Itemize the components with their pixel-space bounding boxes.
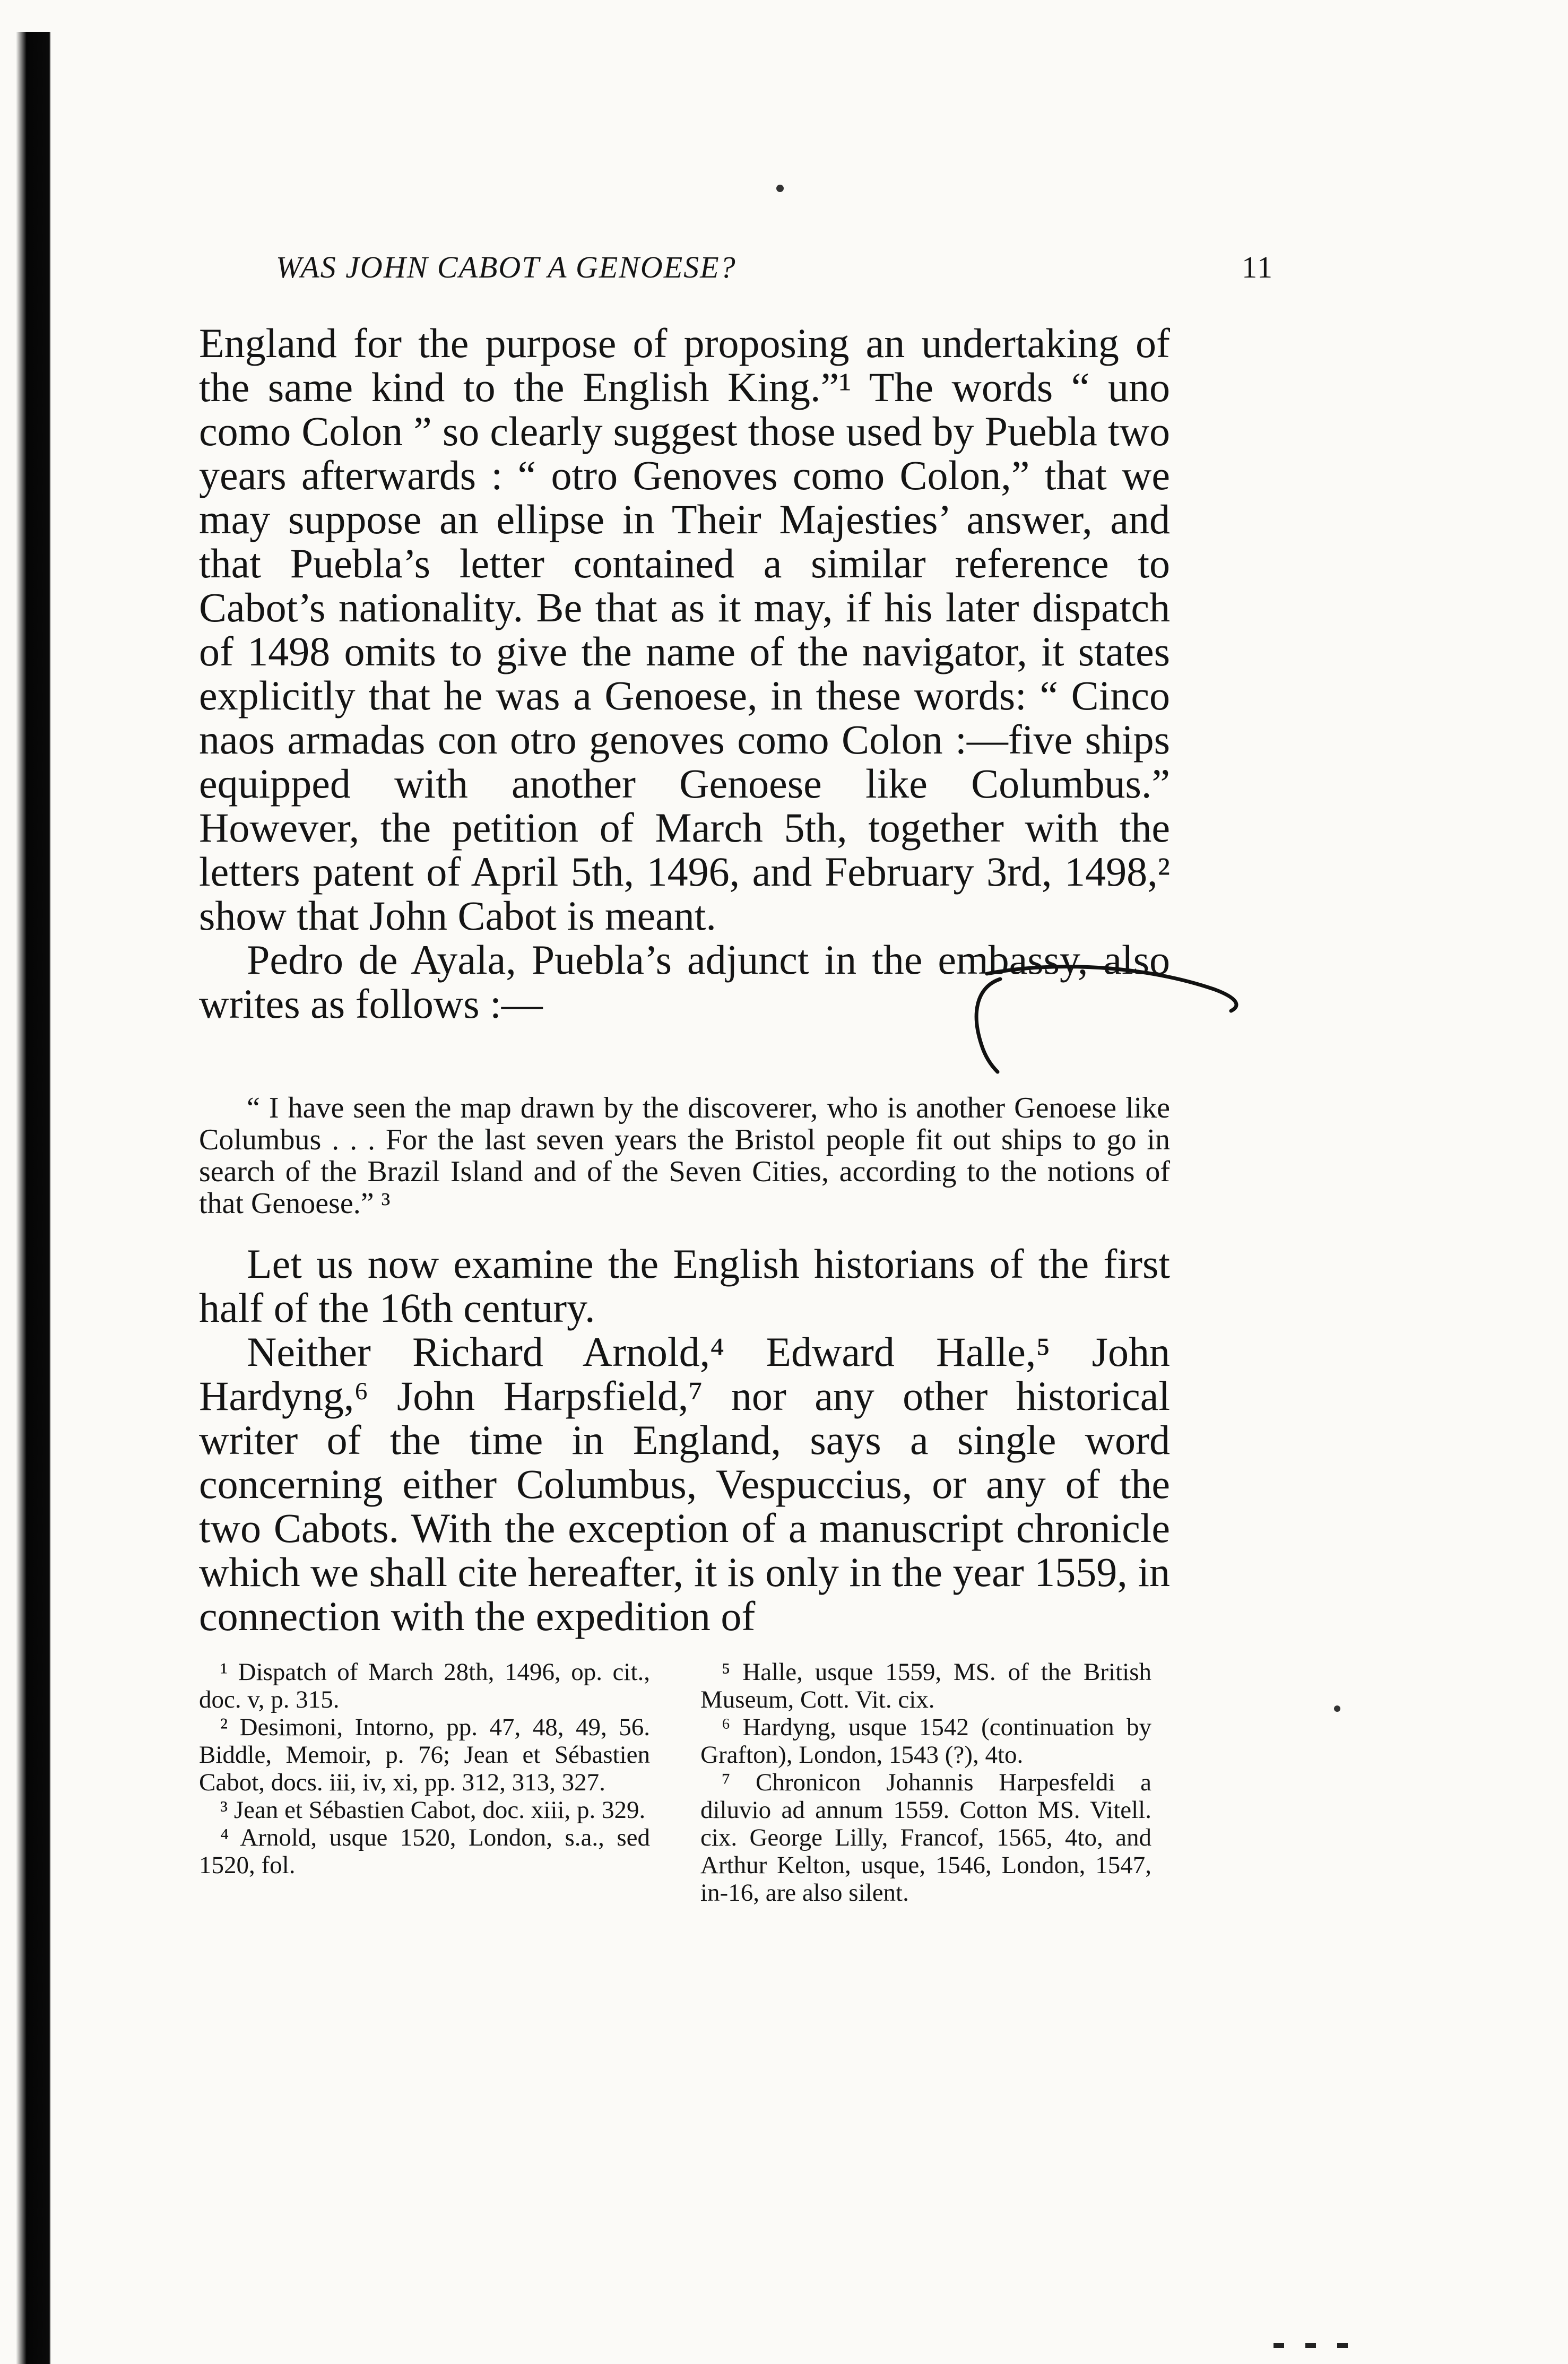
main-text-lower bbox=[199, 1242, 1170, 1638]
paragraph-1: England for the purpose of proposing an undertaking of the same kind to the English King.”¹ The words “ uno como Colon ” so clearly suggest those used by Puebla two years afterwards : “ otro Genoves como Colon,” that we may suppose an ellipse in Their Majesties’ answer, and that Puebla’s letter contained a similar reference to Cabot’s nationality. Be that as it may, if his later dispatch of 1498 omits to give the name of the navigator, it states explicitly that he was a Genoese, in these words: “ Cinco naos armadas con otro genoves como Colon :—five ships equipped with another Genoese like Columbus.” However, the petition of March 5th, together with the letters patent of April 5th, 1496, and February 3rd, 1498,² show that John Cabot is meant. bbox=[199, 320, 1170, 939]
footnote-6: ⁶ Hardyng, usque 1542 (continuation by Grafton), London, 1543 (?), 4to. bbox=[700, 1713, 1151, 1769]
running-title: WAS JOHN CABOT A GENOESE? bbox=[276, 250, 737, 284]
paragraph-2: Pedro de Ayala, Puebla’s adjunct in the embassy, also writes as follows :— bbox=[199, 937, 1170, 1027]
footnote-5: ⁵ Halle, usque 1559, MS. of the British Museum, Cott. Vit. cix. bbox=[700, 1658, 1151, 1713]
footnote-2: ² Desimoni, Intorno, pp. 47, 48, 49, 56. Biddle, Memoir, p. 76; Jean et Sébastien Cabot, docs. iii, iv, xi, pp. 312, 313, 327. bbox=[199, 1713, 650, 1796]
page-number: 11 bbox=[1242, 250, 1274, 284]
block-quote: “ I have seen the map drawn by the discoverer, who is another Genoese like Columbus . . . For the last seven years the Bristol people fit out ships to go in search of the Brazil Island and of the Seven Cities, according to the notions of that Genoese.” ³ bbox=[199, 1092, 1170, 1220]
main-text-upper bbox=[199, 321, 1170, 1026]
footnotes-right-column bbox=[700, 1658, 1151, 1907]
paragraph-3: Let us now examine the English historians of the first half of the 16th century. bbox=[199, 1241, 1170, 1331]
footnote-7: ⁷ Chronicon Johannis Harpesfeldi a diluvio ad annum 1559. Cotton MS. Vitell. cix. George Lilly, Francof, 1565, 4to, and Arthur Kelton, usque, 1546, London, 1547, in-16, are also silent. bbox=[700, 1769, 1151, 1907]
footnote-3: ³ Jean et Sébastien Cabot, doc. xiii, p. 329. bbox=[220, 1796, 646, 1824]
footnotes-left-column bbox=[199, 1658, 650, 1879]
binding-shadow bbox=[0, 32, 50, 2364]
footnote-1: ¹ Dispatch of March 28th, 1496, op. cit., doc. v, p. 315. bbox=[199, 1658, 650, 1713]
footnote-4: ⁴ Arnold, usque 1520, London, s.a., sed 1520, fol. bbox=[199, 1824, 650, 1879]
page-header bbox=[276, 249, 1274, 297]
paragraph-4: Neither Richard Arnold,⁴ Edward Halle,⁵ John Hardyng,⁶ John Harpsfield,⁷ nor any other historical writer of the time in England, says a single word concerning either Columbus, Vespuccius, or any of the two Cabots. With the exception of a manuscript chronicle which we shall cite hereafter, it is only in the year 1559, in connection with the expedition of bbox=[199, 1329, 1170, 1639]
